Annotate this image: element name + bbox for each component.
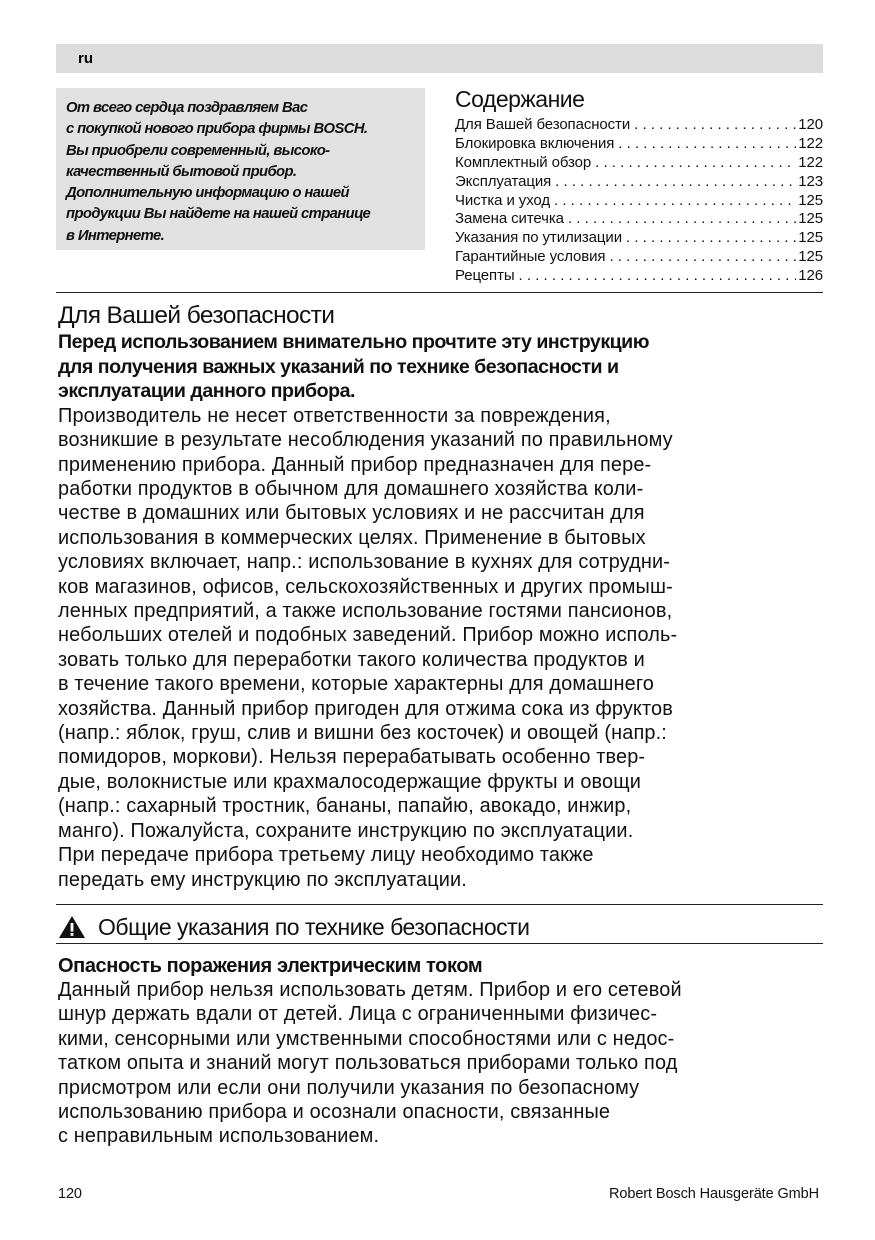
toc-leader-dots (626, 229, 796, 248)
toc-entry-page: 126 (798, 267, 823, 285)
body-line: в течение такого времени, которые характерны для домашнего (58, 673, 655, 696)
toc-entry-label: Блокировка включения (455, 134, 615, 152)
lead-line: Перед использованием внимательно прочтите эту инструкцию (58, 331, 649, 353)
toc-entry[interactable] (455, 135, 823, 154)
body-line: использованию прибора и осознали опасности, связанные (58, 1101, 611, 1124)
section-title: Для Вашей безопасности (58, 302, 335, 329)
general-safety-heading (58, 912, 530, 942)
toc-leader-dots (618, 135, 796, 154)
toc-leader-dots (595, 154, 796, 173)
body-line: передать ему инструкцию по эксплуатации. (58, 868, 467, 891)
general-safety-title: Общие указания по технике безопасности (98, 914, 530, 940)
body-line: кими, сенсорными или умственными способностями или с недос- (58, 1027, 675, 1050)
toc-entry[interactable] (455, 210, 823, 229)
toc-entry-label: Гарантийные условия (455, 248, 606, 266)
toc-entry-page: 125 (798, 229, 823, 247)
toc-entry[interactable] (455, 116, 823, 135)
electric-shock-section (58, 954, 824, 1149)
toc-leader-dots (554, 192, 796, 211)
section-divider (56, 904, 823, 905)
body-line: зовать только для переработки такого количества продуктов и (58, 648, 645, 671)
lead-line: эксплуатации данного прибора. (58, 380, 355, 403)
warning-triangle-icon (58, 915, 86, 939)
body-line: ков магазинов, офисов, сельскохозяйственных и других промыш- (58, 575, 673, 598)
electric-shock-body (58, 978, 824, 1149)
toc-leader-dots (634, 116, 796, 135)
greeting-line: в Интернете. (66, 227, 165, 244)
toc-entry[interactable] (455, 192, 823, 211)
body-line: ленных предприятий, а также использование гостями пансионов, (58, 600, 673, 623)
safety-lead (58, 330, 824, 404)
toc-entry-page: 125 (798, 248, 823, 266)
greeting-line: Вы приобрели современный, высоко- (66, 142, 330, 159)
toc-entry-page: 122 (798, 153, 823, 171)
body-line: (напр.: яблок, груш, слив и вишни без косточек) и овощей (напр.: (58, 722, 667, 745)
toc-entry[interactable] (455, 154, 823, 173)
toc-entry[interactable] (455, 248, 823, 267)
body-line: условиях включает, напр.: использование в кухнях для сотрудни- (58, 551, 671, 574)
body-line: честве в домашних или бытовых условиях и не рассчитан для (58, 502, 645, 525)
body-line: хозяйства. Данный прибор пригоден для отжима сока из фруктов (58, 697, 673, 720)
toc-entry-label: Указания по утилизации (455, 229, 622, 247)
language-bar (56, 44, 823, 73)
toc-entry-page: 120 (798, 116, 823, 133)
safety-body (58, 404, 824, 892)
toc-leader-dots (519, 267, 797, 286)
body-line: (напр.: сахарный тростник, бананы, папайю, авокадо, инжир, (58, 795, 632, 818)
toc-entry-page: 123 (798, 172, 823, 190)
greeting-box (56, 88, 425, 250)
toc-entry-label: Чистка и уход (455, 191, 550, 209)
greeting-line: качественный бытовой прибор. (66, 163, 297, 180)
greeting-line: От всего сердца поздравляем Вас (66, 100, 308, 116)
section-divider (56, 943, 823, 944)
toc-entry-label: Эксплуатация (455, 172, 552, 190)
toc-entry-label: Для Вашей безопасности (455, 116, 631, 133)
toc-entry-page: 122 (798, 134, 823, 152)
toc-entry-label: Комплектный обзор (455, 153, 592, 171)
toc-entry[interactable] (455, 267, 823, 286)
company-name: Robert Bosch Hausgeräte GmbH (609, 1186, 819, 1202)
page-number: 120 (58, 1186, 82, 1202)
body-line: помидоров, моркови). Нельзя перерабатывать особенно твер- (58, 746, 646, 769)
toc-entry-page: 125 (798, 191, 823, 209)
greeting-line: с покупкой нового прибора фирмы BOSCH. (66, 121, 368, 138)
body-line: присмотром или если они получили указания по безопасному (58, 1076, 640, 1099)
body-line: работки продуктов в обычном для домашнего хозяйства коли- (58, 478, 644, 500)
danger-title: Опасность поражения электрическим током (58, 955, 483, 977)
body-line: использования в коммерческих целях. Применение в бытовых (58, 526, 646, 549)
body-line: манго). Пожалуйста, сохраните инструкцию по эксплуатации. (58, 819, 634, 842)
body-line: дые, волокнистые или крахмалосодержащие фрукты и овощи (58, 770, 642, 793)
body-line: Данный прибор нельзя использовать детям. Прибор и его сетевой (58, 979, 682, 1001)
toc-entry-page: 125 (798, 210, 823, 228)
greeting-line: продукции Вы найдете на нашей странице (66, 206, 371, 223)
toc-leader-dots (555, 173, 796, 192)
table-of-contents (455, 86, 823, 286)
body-line: с неправильным использованием. (58, 1125, 380, 1148)
toc-entry[interactable] (455, 173, 823, 192)
toc-leader-dots (568, 210, 796, 229)
body-line: шнур держать вдали от детей. Лица с ограниченными физичес- (58, 1003, 658, 1026)
greeting-line: Дополнительную информацию о нашей (66, 185, 349, 202)
lead-line: для получения важных указаний по технике безопасности и (58, 355, 619, 378)
toc-entry-label: Рецепты (455, 267, 515, 285)
body-line: возникшие в результате несоблюдения указаний по правильному (58, 429, 673, 452)
toc-title: Содержание (455, 86, 585, 112)
body-line: татком опыта и знаний могут пользоваться приборами только под (58, 1052, 678, 1075)
language-code: ru (78, 50, 93, 67)
body-line: Производитель не несет ответственности за повреждения, (58, 404, 611, 427)
greeting-text (66, 98, 419, 247)
toc-entry-label: Замена ситечка (455, 210, 564, 228)
body-line: применению прибора. Данный прибор предназначен для пере- (58, 453, 652, 476)
toc-entry[interactable] (455, 229, 823, 248)
section-divider (56, 292, 823, 293)
body-line: небольших отелей и подобных заведений. Прибор можно исполь- (58, 624, 678, 647)
safety-section (58, 302, 824, 892)
body-line: При передаче прибора третьему лицу необходимо также (58, 844, 594, 867)
toc-leader-dots (609, 248, 796, 267)
